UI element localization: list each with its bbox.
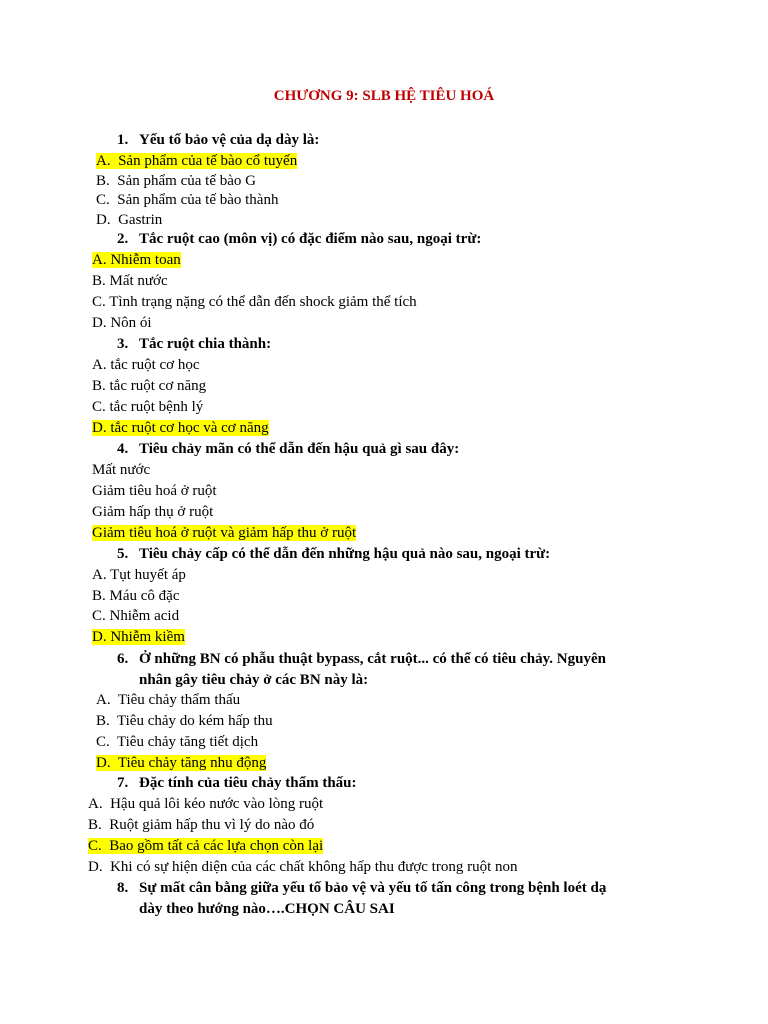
q5-option-a: A. Tụt huyết áp (92, 567, 186, 583)
question-3-text: Tắc ruột chia thành: (139, 336, 272, 352)
q2-option-b: B. Mất nước (92, 273, 168, 289)
q7-option-a: A. Hậu quả lôi kéo nước vào lòng ruột (88, 796, 324, 812)
q5-option-c: C. Nhiễm acid (92, 608, 180, 624)
q5-option-d: D. Nhiễm kiềm (92, 629, 185, 645)
q7-option-c: C. Bao gồm tất cả các lựa chọn còn lại (88, 838, 324, 854)
question-5-number: 5. (117, 546, 129, 562)
q3-option-d: D. tắc ruột cơ học và cơ năng (92, 420, 269, 436)
question-4-number: 4. (117, 441, 129, 457)
q2-option-a: A. Nhiễm toan (92, 252, 181, 268)
q3-option-a: A. tắc ruột cơ học (92, 357, 200, 373)
q1-option-b: B. Sản phẩm của tế bào G (96, 173, 256, 189)
q4-option-3: Giảm hấp thụ ở ruột (92, 504, 214, 520)
question-1-text: Yếu tố bảo vệ của dạ dày là: (139, 132, 320, 148)
q1-option-c: C. Sản phẩm của tế bào thành (96, 192, 279, 208)
q6-option-b: B. Tiêu chảy do kém hấp thu (96, 713, 273, 729)
question-7-number: 7. (117, 775, 129, 791)
question-8-text-line-1: Sự mất cân bằng giữa yếu tố bảo vệ và yếu tố tấn công trong bệnh loét dạ (139, 880, 607, 896)
q4-option-4: Giảm tiêu hoá ở ruột và giảm hấp thu ở ruột (92, 525, 357, 541)
q3-option-c: C. tắc ruột bệnh lý (92, 399, 204, 415)
question-2-number: 2. (117, 231, 129, 247)
page-title: CHƯƠNG 9: SLB HỆ TIÊU HOÁ (273, 88, 495, 104)
q2-option-d: D. Nôn ói (92, 315, 152, 331)
question-8-number: 8. (117, 880, 129, 896)
question-1-number: 1. (117, 132, 129, 148)
q7-option-b: B. Ruột giảm hấp thu vì lý do nào đó (88, 817, 315, 833)
q1-option-d: D. Gastrin (96, 212, 163, 228)
q4-option-2: Giảm tiêu hoá ở ruột (92, 483, 217, 499)
question-6-text-line-1: Ở những BN có phẫu thuật bypass, cắt ruột... có thể có tiêu chảy. Nguyên (139, 651, 606, 667)
question-6-text-line-2: nhân gây tiêu chảy ở các BN này là: (139, 672, 369, 688)
q3-option-b: B. tắc ruột cơ năng (92, 378, 207, 394)
q7-option-d: D. Khi có sự hiện diện của các chất không hấp thu được trong ruột non (88, 859, 518, 875)
q6-option-c: C. Tiêu chảy tăng tiết dịch (96, 734, 259, 750)
question-4-text: Tiêu chảy mãn có thể dẫn đến hậu quả gì sau đây: (139, 441, 460, 457)
question-8-text-line-2: dày theo hướng nào….CHỌN CÂU SAI (139, 901, 395, 917)
q2-option-c: C. Tình trạng nặng có thể dẫn đến shock giảm thể tích (92, 294, 417, 310)
question-6-number: 6. (117, 651, 129, 667)
q1-option-a: A. Sản phẩm của tế bào cổ tuyến (96, 153, 298, 169)
question-5-text: Tiêu chảy cấp có thể dẫn đến những hậu quả nào sau, ngoại trừ: (139, 546, 551, 562)
q6-option-a: A. Tiêu chảy thẩm thấu (96, 692, 241, 708)
q5-option-b: B. Máu cô đặc (92, 588, 180, 604)
question-2-text: Tắc ruột cao (môn vị) có đặc điểm nào sau, ngoại trừ: (139, 231, 482, 247)
q6-option-d: D. Tiêu chảy tăng nhu động (96, 755, 267, 771)
q4-option-1: Mất nước (92, 462, 151, 478)
question-3-number: 3. (117, 336, 129, 352)
question-7-text: Đặc tính của tiêu chảy thẩm thấu: (139, 775, 357, 791)
